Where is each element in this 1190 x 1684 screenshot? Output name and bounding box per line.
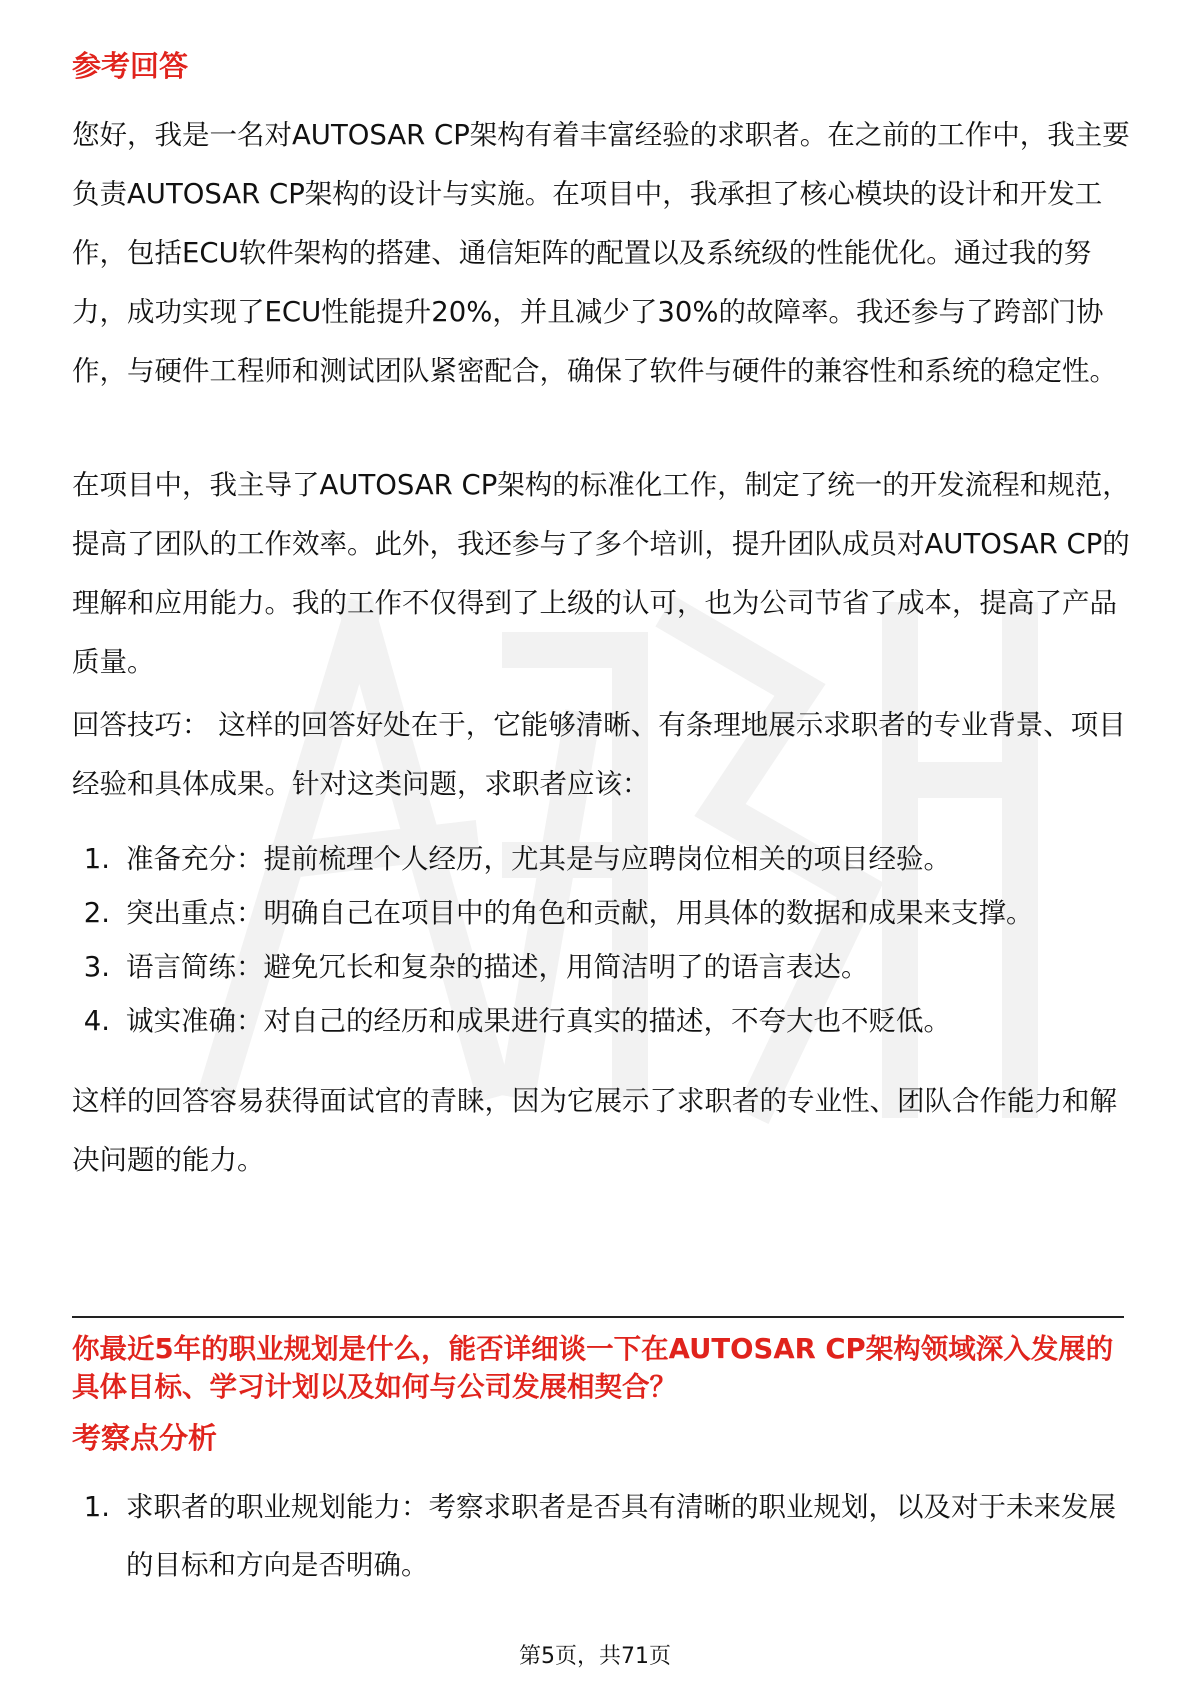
closing-paragraph: 这样的回答容易获得面试官的青睐，因为它展示了求职者的专业性、团队合作能力和解决问题的能力。 (72, 1085, 1117, 1176)
page-footer: 第5页，共71页 (519, 1644, 671, 1669)
answer-paragraph-2: 在项目中，我主导了AUTOSAR CP架构的标准化工作，制定了统一的开发流程和规范，提高了团队的工作效率。此外，我还参与了多个培训，提升团队成员对AUTOSAR CP的理解和应用能力。我的工作不仅得到了上级的认可，也为公司节省了成本，提高了产品质量。 (72, 469, 1130, 678)
list-item-number: 1. (83, 1491, 110, 1523)
list-item-number: 4. (83, 1005, 110, 1037)
list-item-text: 突出重点：明确自己在项目中的角色和贡献，用具体的数据和成果来支撑。 (126, 897, 1034, 929)
list-item-number: 3. (83, 951, 110, 983)
list-item (72, 940, 1132, 994)
list-item (72, 886, 1132, 940)
analysis-list (72, 1478, 1132, 1594)
list-item-number: 1. (83, 843, 110, 875)
list-item-text: 诚实准确：对自己的经历和成果进行真实的描述，不夸大也不贬低。 (126, 1005, 951, 1037)
answer-tips-intro: 回答技巧： 这样的回答好处在于，它能够清晰、有条理地展示求职者的专业背景、项目经验和具体成果。针对这类问题，求职者应该： (72, 709, 1126, 800)
list-item-text: 语言简练：避免冗长和复杂的描述，用简洁明了的语言表达。 (126, 951, 869, 983)
answer-paragraph-1: 您好，我是一名对AUTOSAR CP架构有着丰富经验的求职者。在之前的工作中，我主要负责AUTOSAR CP架构的设计与实施。在项目中，我承担了核心模块的设计和开发工作，包括ECU软件架构的搭建、通信矩阵的配置以及系统级的性能优化。通过我的努力，成功实现了ECU性能提升20%，并且减少了30%的故障率。我还参与了跨部门协作，与硬件工程师和测试团队紧密配合，确保了软件与硬件的兼容性和系统的稳定性。 (72, 119, 1130, 387)
answer-heading: 参考回答 (72, 49, 189, 83)
list-item-number: 2. (83, 897, 110, 929)
list-item-text: 准备充分：提前梳理个人经历，尤其是与应聘岗位相关的项目经验。 (126, 843, 951, 875)
list-item (72, 1478, 1132, 1594)
list-item (72, 832, 1132, 886)
list-item (72, 994, 1132, 1048)
analysis-heading: 考察点分析 (72, 1421, 218, 1455)
list-item-text: 求职者的职业规划能力：考察求职者是否具有清晰的职业规划，以及对于未来发展的目标和方向是否明确。 (126, 1491, 1116, 1581)
section-divider (72, 1316, 1124, 1318)
next-question: 你最近5年的职业规划是什么，能否详细谈一下在AUTOSAR CP架构领域深入发展的具体目标、学习计划以及如何与公司发展相契合？ (72, 1333, 1114, 1403)
tips-list (72, 832, 1132, 1048)
